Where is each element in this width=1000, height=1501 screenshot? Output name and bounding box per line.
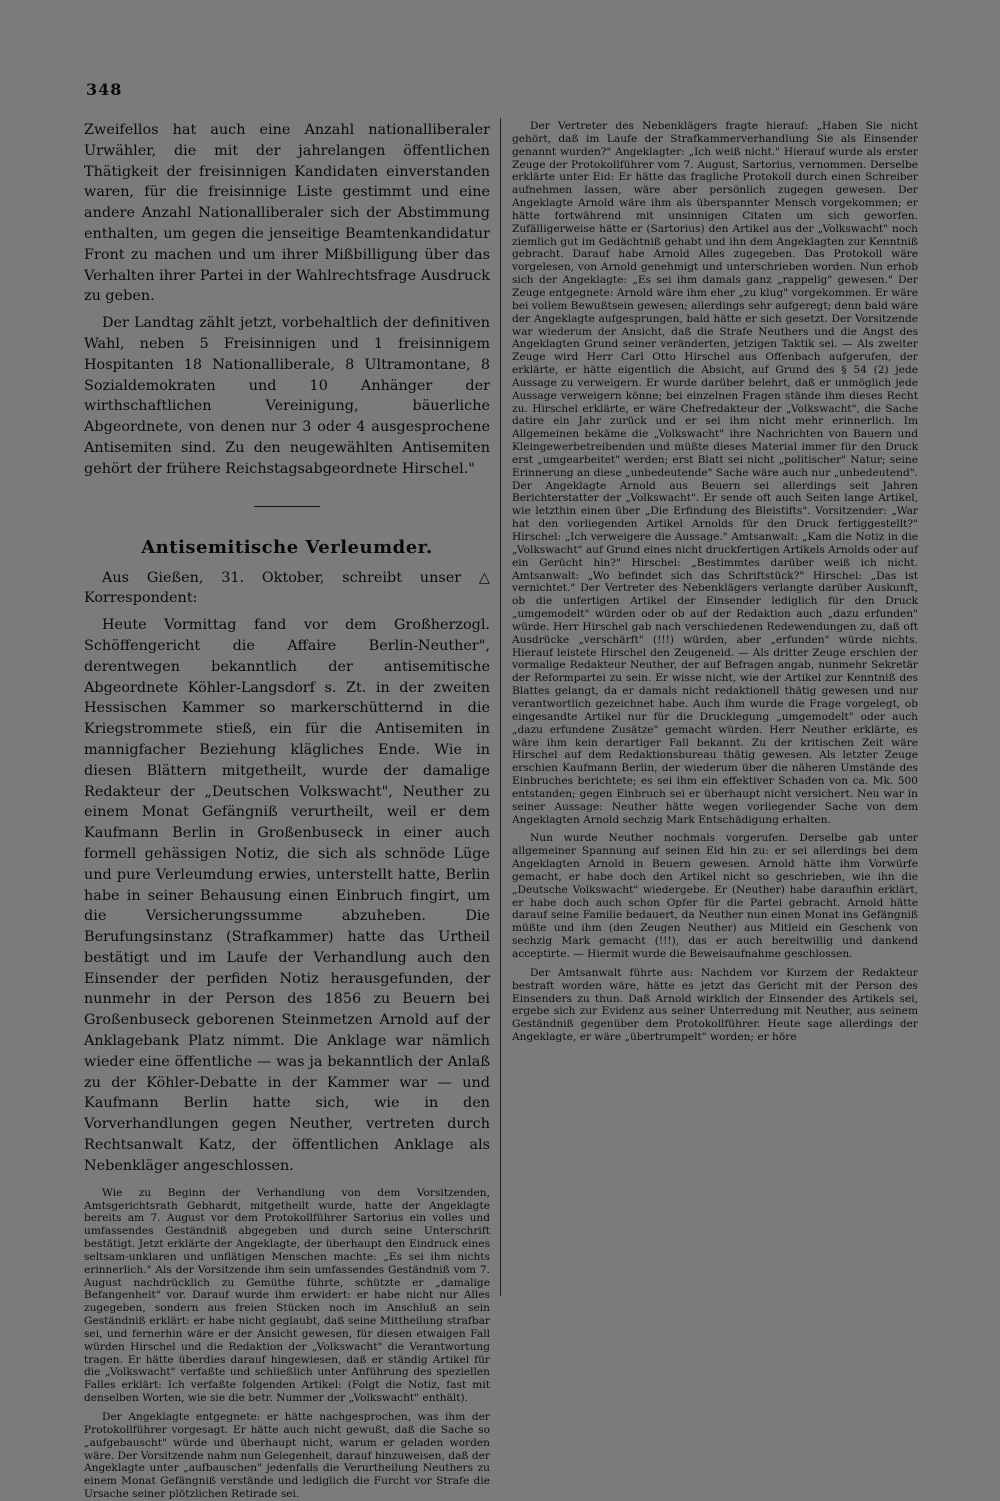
column-divider [500, 118, 501, 1296]
paragraph: Heute Vormittag fand vor dem Großherzogl. Schöffengericht die Affaire Berlin-Neuther", derentwegen bekanntlich der antisemitische Abgeordnete Köhler-Langsdorf s. Zt. in der zweiten Hessischen Kammer so markerschütternd in die Kriegstrommete stieß, ein für die Antisemiten in mannigfacher Beziehung klägliches Ende. Wie in diesen Blättern mitgetheilt, wurde der damalige Redakteur der „Deutschen Volkswacht", Neuther zu einem Monat Gefängniß verurtheilt, weil er dem Kaufmann Berlin in Großenbuseck in einer auch formell gehässigen Notiz, die sich als schnöde Lüge und pure Verleumdung erwies, unterstellt hatte, Berlin habe in seiner Behausung einen Einbruch fingirt, um die Versicherungssumme abzuheben. Die Berufungsinstanz (Strafkammer) hatte das Urtheil bestätigt und im Laufe der Verhandlung auch den Einsender der perfiden Notiz herausgefunden, der nunmehr in der Person des 1856 zu Beuern bei Großenbuseck geborenen Steinmetzen Arnold auf der Anklagebank Platz nimmt. Die Anklage war nämlich wieder eine öffentliche — was ja bekanntlich der Anlaß zu der Köhler-Debatte in der Kammer war — und Kaufmann Berlin hatte sich, wie in den Vorverhandlungen gegen Neuther, vertreten durch Rechtsanwalt Katz, der öffentlichen Anklage als Nebenkläger angeschlossen. [84, 617, 490, 1174]
paragraph: Der Landtag zählt jetzt, vorbehaltlich der definitiven Wahl, neben 5 Freisinnigen und 1 freisinnigem Hospitanten 18 Nationalliberale, 8 Ultramontane, 8 Sozialdemokraten und 10 Anhänger der wirthschaftlichen Vereinigung, bäuerliche Abgeordnete, von denen nur 3 oder 4 ausgesprochene Antisemiten sind. Zu den neugewählten Antisemiten gehört der frühere Reichstagsabgeordnete Hirschel." [84, 315, 490, 477]
paragraph: Nun wurde Neuther nochmals vorgerufen. Derselbe gab unter allgemeiner Spannung auf seinen Eid hin zu: er sei allerdings bei dem Angeklagten Arnold in Beuern gewesen. Arnold hätte ihm Vorwürfe gemacht, er habe doch den Artikel nicht so geschrieben, wie ihn die „Deutsche Volkswacht" wiedergebe. Er (Neuther) habe daraufhin erklärt, er habe doch auch schon Opfer für die Partei gebracht. Arnold hätte darauf seine Familie bedauert, da Neuther nun einen Monat ins Gefängniß müßte und ihm (den Zeugen Neuther) aus Mitleid ein Geschenk von sechzig Mark gemacht (!!!), das er auch bereitwillig und dankend acceptirte. — Hiermit wurde die Beweisaufnahme geschlossen. [512, 832, 918, 960]
left-column [84, 120, 490, 1501]
page-number: 348 [86, 80, 123, 99]
paragraph: Der Amtsanwalt führte aus: Nachdem vor Kurzem der Redakteur bestraft worden wäre, hätte es jetzt das Gericht mit der Person des Einsenders zu thun. Daß Arnold wirklich der Einsender des Artikels sei, ergebe sich zur Evidenz aus seiner Unterredung mit Neuther, aus seinem Geständniß gegenüber dem Protokollführer. Heute sage allerdings der Angeklagte, er wäre „übertrumpelt" worden; er höre [512, 966, 918, 1044]
article-heading: Antisemitische Verleumder. [141, 536, 433, 558]
dateline: Aus Gießen, 31. Oktober, schreibt unser △ Korrespondent: [84, 569, 490, 607]
paragraph: Zweifellos hat auch eine Anzahl nationalliberaler Urwähler, die mit der jahrelangen öffentlichen Thätigkeit der freisinnigen Kandidaten einverstanden waren, für die freisinnige Liste gestimmt und eine andere Anzahl Nationalliberaler sich der Abstimmung enthalten, um gegen die jenseitige Beamtenkandidatur Front zu machen und um ihrer Mißbilligung über das Verhalten ihrer Partei in der Wahlrechtsfrage Ausdruck zu geben. [84, 122, 490, 305]
section-rule [254, 506, 320, 507]
right-column [512, 120, 918, 1044]
paragraph: Der Vertreter des Nebenklägers fragte hierauf: „Haben Sie nicht gehört, daß im Laufe der Strafkammerverhandlung Sie als Einsender genannt wurden?" Angeklagter: „Ich weiß nicht." Hierauf wurde als erster Zeuge der Protokollführer vom 7. August, Sartorius, vernommen. Derselbe erklärte unter Eid: Er hätte das fragliche Protokoll durch einen Schreiber aufnehmen lassen, wäre aber persönlich zugegen gewesen. Der Angeklagte Arnold wäre ihm als überspannter Mensch vorgekommen; er hätte fortwährend mit unsinnigen Citaten um sich geworfen. Zufälligerweise hätte er (Sartorius) den Artikel aus der „Volkswacht" noch ziemlich gut im Gedächtniß gehabt und ihn dem Angeklagten zur Kenntniß gebracht. Darauf habe Arnold Alles zugegeben. Das Protokoll wäre vorgelesen, von Arnold genehmigt und unterschrieben worden. Nun erhob sich der Angeklagte: „Es sei ihm damals ganz „rappelig" gewesen." Der Zeuge entgegnete: Arnold wäre ihm eher „zu klug" vorgekommen. Er wäre bei vollem Bewußtsein gewesen; allerdings sehr aufgeregt; denn bald wäre der Angeklagte aufgesprungen, bald hätte er sich gesetzt. Der Vorsitzende war wiederum der Ansicht, daß die Strafe Neuthers und die Angst des Angeklagten Grund seiner veränderten, jetzigen Taktik sei. — Als zweiter Zeuge wird Herr Carl Otto Hirschel aus Offenbach aufgerufen, der erklärte, er hätte eigentlich die Absicht, auf Grund des § 54 (2) jede Aussage zu verweigern. Er wurde darüber belehrt, daß er unmöglich jede Aussage verweigern könne; bei einzelnen Fragen stände ihm dieses Recht zu. Hirschel erklärte, er wäre Chefredakteur der „Volkswacht", die Sache datire ein Jahr zurück und er sei ihm nicht mehr erinnerlich. Im Allgemeinen bekäme die „Volkswacht" ihre Nachrichten von Bauern und Kleingewerbetreibenden und müßte dieses Material immer für den Druck erst „umgearbeitet" werden; erst Blatt sei nicht „politischer" Natur; seine Erinnerung an diese „unbedeutende" Sache wäre auch nur „unbedeutend". Der Angeklagte Arnold aus Beuern sei allerdings seit Jahren Berichterstatter der „Volkswacht". Er sende oft auch Seiten lange Artikel, wie letzthin einen über „Die Erfindung des Bleistifts". Vorsitzender: „War hat den vorliegenden Artikel Arnolds für den Druck fertiggestellt?" Hirschel: „Ich verweigere die Aussage." Amtsanwalt: „Kam die Notiz in die „Volkswacht" auf Grund eines nicht druckfertigen Artikels Arnolds oder auf ein Gerücht hin?" Hirschel: „Bestimmtes darüber weiß ich nicht. Amtsanwalt: „Wo befindet sich das Schriftstück?" Hirschel: „Das ist vernichtet." Der Vertreter des Nebenklägers verlangte darüber Auskunft, ob die unfertigen Artikel der Einsender lediglich für den Druck „umgemodelt" würden oder ob auf der Redaktion auch „dazu erfunden" würde. Herr Hirschel gab nach verschiedenen Redewendungen zu, daß oft Ausdrücke „verschärft" (!!!) würden, aber „erfunden" würde nichts. Hierauf leistete Hirschel den Zeugeneid. — Als dritter Zeuge erschien der vormalige Redakteur Neuther, der auf Befragen angab, nunmehr Sekretär der Reformpartei zu sein. Er wisse nicht, wie der Artikel zur Kenntniß des Blattes gelangt, da er damals nicht redaktionell thätig gewesen und nur verantwortlich gezeichnet habe. Auch ihm wurde die Frage vorgelegt, ob eingesandte Artikel nur für die Drucklegung „umgemodelt" oder auch „dazu erfundene Zusätze" gemacht würden. Herr Neuther erklärte, es wäre ihm kein derartiger Fall bekannt. Zu der kritischen Zeit wäre Hirschel auf dem Redaktionsbureau thätig gewesen. Als letzter Zeuge erschien Kaufmann Berlin, der wiederum über die näheren Umstände des Einbruches berichtete; es sei ihm ein effektiver Schaden von ca. Mk. 500 entstanden; gegen Einbruch sei er überhaupt nicht versichert. Neu war in seiner Aussage: Neuther hätte wegen vorliegender Sache von dem Angeklagten Arnold sechzig Mark Entschädigung erhalten. [512, 120, 918, 826]
paragraph: Wie zu Beginn der Verhandlung von dem Vorsitzenden, Amtsgerichtsrath Gebhardt, mitgetheilt wurde, hatte der Angeklagte bereits am 7. August vor dem Protokollführer Sartorius ein volles und umfassendes Geständniß abgegeben und durch seine Unterschrift bestätigt. Jetzt erklärte der Angeklagte, der überhaupt den Eindruck eines seltsam-unklaren und unflätigen Menschen machte: „Es sei ihm nichts erinnerlich." Als der Vorsitzende ihm sein umfassendes Geständniß vom 7. August nachdrücklich zu Gemüthe führte, schützte er „damalige Befangenheit" vor. Darauf wurde ihm erwidert: er habe nicht nur Alles zugegeben, sondern aus freien Stücken noch im Anschluß an sein Geständniß erklärt: er habe nicht geglaubt, daß seine Mittheilung strafbar sei, und fernerhin wäre er der Ansicht gewesen, für diesen etwaigen Fall würden Hirschel und die Redaktion der „Volkswacht" die Verantwortung tragen. Er hätte überdies darauf hingewiesen, daß er ständig Artikel für die „Volkswacht" verfaßte und schließlich unter Anführung des speziellen Falles erklärt: Ich verfaßte folgenden Artikel: (Folgt die Notiz, fast mit denselben Worten, wie sie die betr. Nummer der „Volkswacht" enthält). [84, 1186, 490, 1405]
paragraph: Der Angeklagte entgegnete: er hätte nachgesprochen, was ihm der Protokollführer vorgesagt. Er hätte auch nicht gewußt, daß die Sache so „aufgebauscht" würde und überhaupt nicht, warum er geladen worden wäre. Der Vorsitzende nahm nun Gelegenheit, darauf hinzuweisen, daß der Angeklagte unter „aufbauschen" jedenfalls die Verurtheilung Neuthers zu einem Monat Gefängniß verstände und lediglich die Furcht vor Strafe die Ursache seiner plötzlichen Retirade sei. [84, 1411, 490, 1501]
